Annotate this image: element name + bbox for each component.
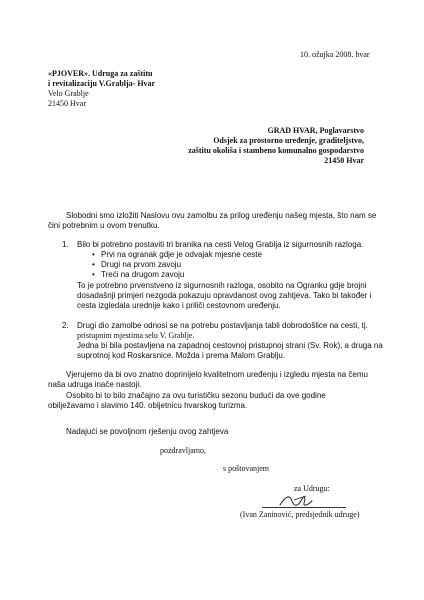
bullet-icon: •: [92, 250, 95, 259]
item2-line3: Jedna bi bila postavljena na zapadnoj cestovnoj pristupnoj strani (Sv. Rok), a druga na: [77, 341, 383, 350]
item2-line1: Drugi dio zamolbe odnosi se na potrebu postavljanja tabli dobrodošlice na cesti, tj.: [77, 321, 368, 330]
hope-line: Nadajući se povoljnom rješenju ovog zahtjeva: [66, 427, 229, 436]
item1-bullets: [92, 250, 262, 280]
item1-paragraph-line3: cesta izgledala urednije kako i priliči cestovnom uređenju.: [77, 301, 281, 310]
item2-number: 2.: [62, 321, 69, 330]
closing-line4: obilježavamo i slavimo 140. obljetnicu hvarskog turizma.: [48, 401, 248, 410]
item1-paragraph-line2: dosadašnji primjeri nezgoda pokazuju opravdanost ovog zahtjeva. Tako bi također i: [77, 291, 372, 300]
closing-line3: Osobito bi to bilo značajno za ovu turističku sezonu budući da ove godine: [66, 391, 326, 400]
recipient-line2: Odsjek za prostorno uređenje, graditeljstvo,: [213, 136, 364, 145]
bullet-icon: •: [92, 260, 95, 269]
item2-line2: pristupnim mjestima selu V. Grablje.: [77, 331, 195, 340]
item2-line4: suprotnoj kod Roskarsnice. Možda i prema Malom Grablju.: [77, 351, 286, 360]
sender-name-line2: i revitalizaciju V.Grablja- Hvar: [48, 79, 156, 88]
bullet-icon: •: [92, 270, 95, 279]
regards-line: s poštovanjem: [223, 464, 269, 473]
item1-bullet: • Prvi na ogranak gdje je odvajak mjesne ceste: [92, 250, 262, 259]
item1-number: 1.: [62, 240, 69, 249]
item1-bullet: • Drugi na prvom zavoju: [92, 260, 182, 269]
greeting-line: pozdravljamo,: [160, 446, 206, 455]
sender-name-line1: «PJOVER». Udruga za zaštitu: [48, 69, 153, 78]
sender-address-line1: Velo Grablje: [48, 89, 89, 98]
item1-line1: Bilo bi potrebno postaviti tri branika na cesti Velog Grablja iz sigurnosnih razloga.: [77, 240, 364, 249]
letter-date: 10. ožujka 2008. hvar: [300, 50, 370, 59]
sender-address-line2: 21450 Hvar: [48, 99, 86, 108]
closing-line1: Vjerujemo da bi ovo znatno doprinijelo kvalitetnom uređenju i izgledu mjesta na čemu: [66, 370, 368, 379]
signature-line: [262, 507, 346, 508]
recipient-line1: GRAD HVAR, Poglavarstvo: [267, 126, 364, 135]
intro-line2: čini potrebnim u ovom trenutku.: [48, 221, 160, 230]
item1-bullet: • Treći na drugom zavoju: [92, 270, 185, 279]
intro-line1: Slobodni smo izložiti Naslovu ovu zamolbu za prilog uređenju našeg mjesta, što nam se: [66, 211, 377, 220]
item1-paragraph-line1: To je potrebno prvenstveno iz sigurnosnih razloga, osobito na Ogranku gdje brojni: [77, 281, 367, 290]
recipient-line4: 21450 Hvar: [324, 156, 364, 165]
closing-line2: naša udruga inače nastoji.: [48, 380, 142, 389]
signatory-name: (Ivan Zaninović, predsjednik udruge): [240, 510, 360, 519]
recipient-line3: zaštitu okoliša i stambeno komunalno gospodarstvo: [188, 146, 364, 155]
signature-for-label: za Udrugu:: [294, 484, 330, 493]
